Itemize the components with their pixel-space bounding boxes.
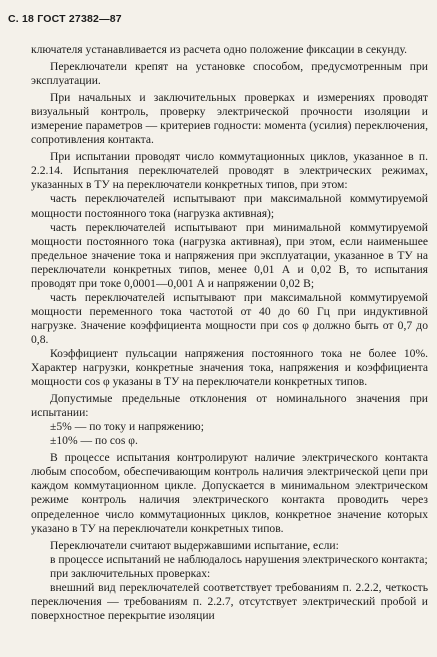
page-number: С. 18 (8, 13, 35, 25)
paragraph: Коэффициент пульсации напряжения постоянного тока не более 10%. Характер нагрузки, конкретные значения тока, напряжения и коэффициента мощности cos φ указаны в ТУ на переключатели конкретных типов. (31, 346, 428, 389)
tolerance-item: ±5% — по току и напряжению; (50, 420, 204, 434)
paragraph: внешний вид переключателей соответствует требованиям п. 2.2.2, четкость переключения — требованиям п. 2.2.7, отсутствует электрический пробой и поверхностное перекрытие изоляции (31, 580, 428, 622)
tolerance-item: ±10% — по cos φ. (50, 434, 138, 448)
paragraph: при заключительных проверках: (50, 566, 211, 580)
paragraph: В процессе испытания контролируют наличие электрического контакта любым способом, обеспечивающим контроль наличия электрической цепи при каждом коммутационном цикле. Допускается в минимальном электрическом режиме контроль наличия электрического контакта проводить через определенное число коммутационных циклов, конкретное значение которых указано в ТУ на переключатели конкретных типов. (31, 451, 428, 535)
paragraph: часть переключателей испытывают при максимальной коммутируемой мощности постоянного тока (нагрузка активная); (31, 192, 428, 220)
paragraph: Переключатели считают выдержавшими испытание, если: (50, 538, 339, 552)
paragraph: Допустимые предельные отклонения от номинального значения при испытании: (31, 392, 428, 420)
paragraph: При испытании проводят число коммутационных циклов, указанное в п. 2.2.14. Испытания переключателей проводят в электрических режимах, указанных в ТУ на переключатели конкретных типов, при этом: (31, 150, 428, 192)
paragraph: При начальных и заключительных проверках и измерениях проводят визуальный контроль, проверку электрической прочности изоляции и измерение параметров — критериев годности: момента (усилия) переключения, сопротивления контакта. (31, 91, 428, 147)
page-header (8, 13, 122, 25)
standard-code: ГОСТ 27382—87 (37, 13, 122, 25)
paragraph: часть переключателей испытывают при максимальной коммутируемой мощности переменного тока частотой от 40 до 60 Гц при индуктивной нагрузке. Значение коэффициента мощности при cos φ должно быть от 0,7 до 0,8. (31, 290, 428, 346)
paragraph: ключателя устанавливается из расчета одно положение фиксации в секунду. (31, 43, 408, 56)
document-body (31, 43, 428, 623)
paragraph: Переключатели крепят на установке способом, предусмотренным при эксплуатации. (31, 60, 428, 88)
paragraph: в процессе испытаний не наблюдалось нарушения электрического контакта; (50, 552, 428, 566)
paragraph: часть переключателей испытывают при минимальной коммутируемой мощности постоянного тока (нагрузка активная), при этом, если наименьшее предельное значение тока и напряжения при эксплуатации, указанное в ТУ на переключатели конкретных типов, менее 0,01 А и 0,02 В, то испытания проводят при токе 0,0001—0,001 А и напряжении 0,02 В; (31, 220, 428, 290)
